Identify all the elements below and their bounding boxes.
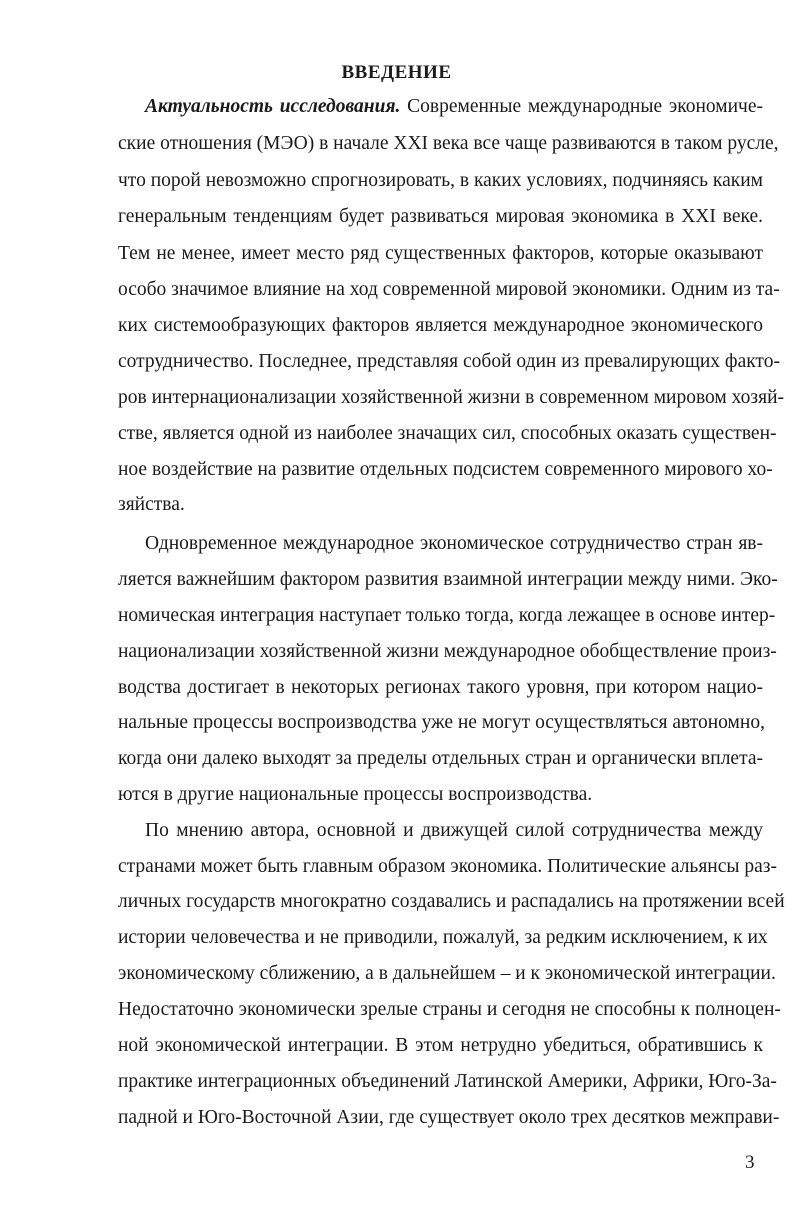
paragraph-1-line-7: ких системообразующих факторов является международное экономического [118,315,763,336]
paragraph-1-line-12: зяйства. [118,494,185,515]
paragraph-1-line-11: ное воздействие на развитие отдельных подсистем современного мирового хо- [118,459,773,480]
paragraph-3-line-6: Недостаточно экономически зрелые страны и сегодня не способны к полноцен- [118,999,781,1020]
paragraph-1-line-5: Тем не менее, имеет место ряд существенных факторов, которые оказывают [118,243,763,264]
paragraph-3-line-2: странами может быть главным образом экономика. Политические альянсы раз- [118,856,777,877]
paragraph-2-line-1: Одновременное международное экономическое сотрудничество стран яв- [145,533,763,554]
paragraph-1-line-6: особо значимое влияние на ход современной мировой экономики. Одним из та- [118,279,780,300]
paragraph-1-line-8: сотрудничество. Последнее, представляя собой один из превалирующих факто- [118,351,780,372]
paragraph-1-line-4: генеральным тенденциям будет развиваться мировая экономика в XXI веке. [118,206,763,227]
paragraph-1-line-3: что порой невозможно спрогнозировать, в каких условиях, подчиняясь каким [118,170,763,191]
paragraph-3-line-7: ной экономической интеграции. В этом нетрудно убедиться, обратившись к [118,1035,763,1056]
paragraph-3-line-8: практике интеграционных объединений Латинской Америки, Африки, Юго-За- [118,1071,777,1092]
paragraph-2-line-5: водства достигает в некоторых регионах такого уровня, при котором нацио- [118,677,763,698]
paragraph-1-line-10: стве, является одной из наиболее значащих сил, способных оказать существен- [118,423,777,444]
paragraph-3-line-1: По мнению автора, основной и движущей силой сотрудничества между [145,820,763,841]
page-title: ВВЕДЕНИЕ [341,62,452,83]
paragraph-2-line-2: ляется важнейшим фактором развития взаимной интеграции между ними. Эко- [118,569,778,590]
paragraph-3-line-9: падной и Юго-Восточной Азии, где существует около трех десятков межправи- [118,1107,780,1128]
paragraph-1-line-1 [145,95,763,119]
paragraph-2-line-7: когда они далеко выходят за пределы отдельных стран и органически вплета- [118,748,763,769]
page-number: 3 [745,1152,755,1173]
paragraph-2-line-4: национализации хозяйственной жизни международное обобществление произ- [118,641,777,662]
paragraph-1-line-9: ров интернационализации хозяйственной жизни в современном мировом хозяй- [118,387,784,408]
paragraph-2-line-6: нальные процессы воспроизводства уже не могут осуществляться автономно, [118,712,765,733]
paragraph-2-line-8: ются в другие национальные процессы воспроизводства. [118,784,593,805]
paragraph-3-line-3: личных государств многократно создавались и распадались на протяжении всей [118,891,785,912]
paragraph-3-line-5: экономическому сближению, а в дальнейшем – и к экономической интеграции. [118,963,776,984]
paragraph-2-line-3: номическая интеграция наступает только тогда, когда лежащее в основе интер- [118,605,776,626]
paragraph-lead: Актуальность исследования. [145,96,401,117]
paragraph-3-line-4: истории человечества и не приводили, пожалуй, за редким исключением, к их [118,927,768,948]
paragraph-1-line-2: ские отношения (МЭО) в начале XXI века все чаще развиваются в таком русле, [118,133,779,154]
paragraph-text: Современные международные экономиче- [400,96,764,117]
